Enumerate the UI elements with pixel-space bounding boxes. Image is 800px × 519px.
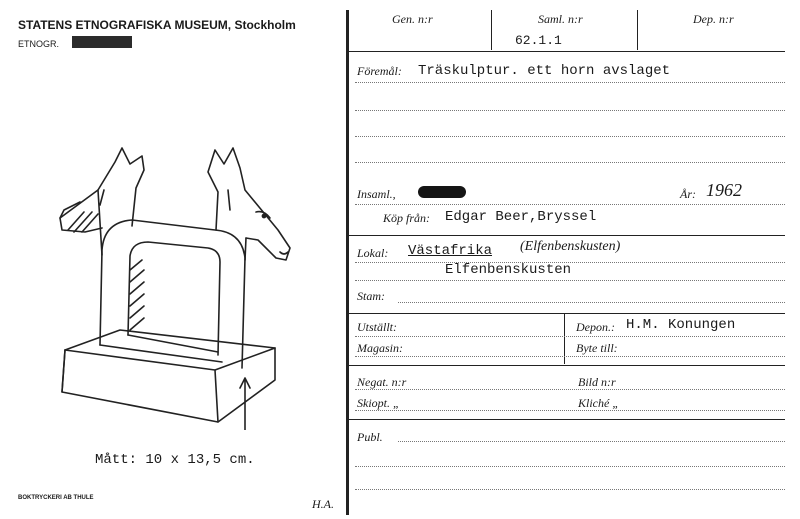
section-rule — [348, 419, 785, 420]
ruled-line — [355, 136, 785, 137]
department-label: ETNOGR. — [18, 39, 60, 49]
cliche-label: Kliché „ — [578, 396, 619, 410]
magasin-label: Magasin: — [357, 341, 403, 355]
depon-value: H.M. Konungen — [626, 317, 736, 333]
lokal-value-primary: Västafrika — [408, 243, 493, 259]
printer-imprint: BOKTRYCKERI AB THULE — [18, 495, 94, 501]
ruled-line — [355, 466, 785, 467]
bild-label: Bild n:r — [578, 375, 616, 389]
sculpture-drawing — [40, 130, 300, 430]
ar-label: År: — [680, 187, 696, 201]
depon-label: Depon.: — [576, 320, 615, 334]
ruled-line — [355, 389, 785, 390]
header-bottom-rule — [348, 51, 785, 52]
struck-out-stamp — [72, 36, 132, 48]
section-rule — [348, 235, 785, 236]
ruled-line — [355, 336, 785, 337]
card-divider-line — [346, 10, 349, 515]
ruled-line — [398, 441, 785, 442]
saml-number-label: Saml. n:r — [538, 12, 583, 26]
dimensions-text: Mått: 10 x 13,5 cm. — [95, 452, 255, 468]
kop-fran-value: Edgar Beer,Bryssel — [445, 209, 597, 225]
section-rule — [348, 365, 785, 366]
ruled-line — [355, 204, 785, 205]
foremal-value: Träskulptur. ett horn avslaget — [418, 63, 671, 79]
publ-label: Publ. — [357, 430, 383, 444]
skiopt-label: Skiopt. „ — [357, 396, 400, 410]
ruled-line — [355, 280, 785, 281]
gen-number-label: Gen. n:r — [392, 12, 433, 26]
ruled-line — [355, 110, 785, 111]
museum-name: STATENS ETNOGRAFISKA MUSEUM, Stockholm — [18, 18, 296, 32]
ruled-line — [355, 410, 785, 411]
ar-value: 1962 — [706, 180, 742, 200]
stam-label: Stam: — [357, 289, 385, 303]
lokal-value-secondary: Elfenbenskusten — [445, 262, 572, 278]
section-rule — [348, 313, 785, 314]
ruled-line — [398, 302, 785, 303]
lokal-handwritten-note: (Elfenbenskusten) — [520, 239, 621, 254]
saml-number-value: 62.1.1 — [515, 33, 562, 48]
kop-fran-label: Köp från: — [383, 211, 431, 225]
insaml-label: Insaml., — [357, 187, 396, 201]
header-divider-2 — [637, 10, 638, 50]
ruled-line — [355, 356, 785, 357]
byte-till-label: Byte till: — [576, 341, 618, 355]
header-divider-1 — [491, 10, 492, 50]
initials: H.A. — [312, 497, 334, 511]
dep-number-label: Dep. n:r — [693, 12, 734, 26]
lokal-label: Lokal: — [357, 246, 389, 260]
ruled-line — [355, 82, 785, 83]
redaction-mark — [418, 186, 466, 198]
negat-label: Negat. n:r — [357, 375, 407, 389]
ruled-line — [355, 162, 785, 163]
utstallt-label: Utställt: — [357, 320, 398, 334]
foremal-label: Föremål: — [357, 64, 402, 78]
ruled-line — [355, 489, 785, 490]
